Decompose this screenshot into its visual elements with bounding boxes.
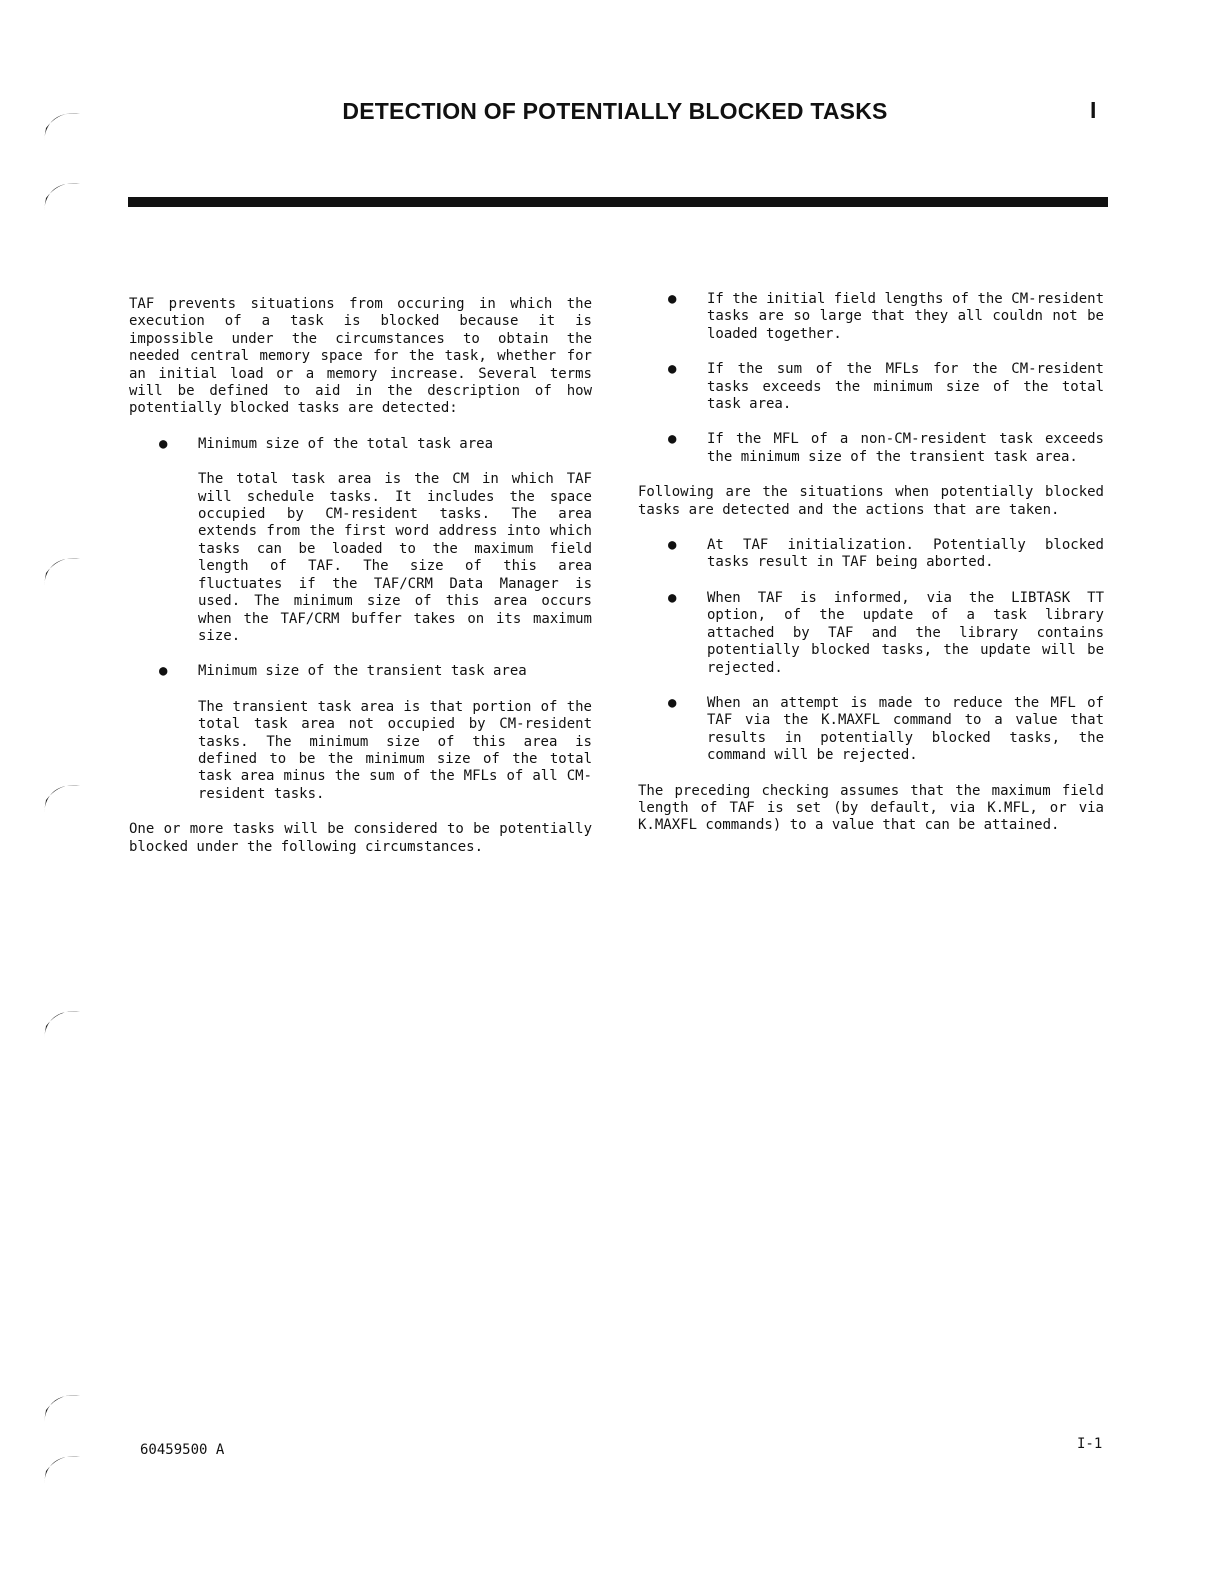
- header-rule: [128, 197, 1108, 207]
- binder-hole-mark: [40, 170, 86, 216]
- binder-hole-mark: [40, 772, 86, 818]
- binder-hole-mark: [40, 545, 86, 591]
- situation-item: [638, 695, 1104, 765]
- term-label: Minimum size of the total task area: [198, 435, 494, 452]
- term-definition: The transient task area is that portion of the total task area not occupied by CM-resident tasks. The minimum size of this area is defined to be the minimum size of the total task area minus the sum of the MFLs of all CM-resident tasks.: [198, 698, 592, 802]
- binder-hole-mark: [40, 1443, 86, 1489]
- binder-hole-mark: [40, 100, 86, 146]
- situation-text: When TAF is informed, via the LIBTASK TT option, of the update of a task library attached by TAF and the library contains potentially blocked tasks, the update will be rejected.: [707, 589, 1104, 676]
- bullet-icon: ●: [159, 663, 168, 680]
- left-column: [129, 296, 592, 856]
- situation-text: When an attempt is made to reduce the MFL of TAF via the K.MAXFL command to a value that results in potentially blocked tasks, the command will be rejected.: [707, 694, 1104, 764]
- situation-item: [638, 537, 1104, 572]
- section-tab-letter: I: [1090, 97, 1097, 123]
- bullet-icon: ●: [668, 694, 677, 711]
- bullet-icon: ●: [668, 589, 677, 606]
- term-label: Minimum size of the transient task area: [198, 663, 527, 680]
- circumstance-item: [638, 431, 1104, 466]
- bullet-icon: ●: [668, 291, 677, 307]
- circumstance-text: If the MFL of a non-CM-resident task exceeds the minimum size of the transient task area.: [707, 431, 1104, 465]
- term-item: [129, 436, 592, 453]
- bullet-icon: ●: [668, 361, 677, 378]
- situation-text: At TAF initialization. Potentially blocked tasks result in TAF being aborted.: [707, 537, 1104, 571]
- page-title: DETECTION OF POTENTIALLY BLOCKED TASKS: [342, 98, 888, 124]
- circumstance-text: If the initial field lengths of the CM-resident tasks are so large that they all couldn not be loaded together.: [707, 291, 1104, 342]
- right-column: [638, 291, 1104, 835]
- circumstance-item: [638, 291, 1104, 343]
- term-item: [129, 663, 592, 680]
- circumstance-text: If the sum of the MFLs for the CM-resident tasks exceeds the minimum size of the total task area.: [707, 361, 1104, 413]
- closing-paragraph: One or more tasks will be considered to be potentially blocked under the following circumstances.: [129, 821, 592, 855]
- closing-paragraph: The preceding checking assumes that the maximum field length of TAF is set (by default, via K.MFL, or via K.MAXFL commands) to a value that can be attained.: [638, 782, 1104, 834]
- situation-item: [638, 590, 1104, 677]
- intro-paragraph: TAF prevents situations from occuring in which the execution of a task is blocked because it is impossible under the circumstances to obtain the needed central memory space for the task, whether for an initial load or a memory increase. Several terms will be defined to aid in the description of how potentially blocked tasks are detected:: [129, 296, 592, 417]
- document-number: 60459500 A: [140, 1442, 225, 1458]
- bullet-icon: ●: [159, 435, 168, 452]
- bullet-icon: ●: [668, 431, 677, 448]
- page-number: I-1: [1077, 1436, 1103, 1452]
- binder-hole-mark: [40, 1382, 86, 1428]
- binder-hole-mark: [40, 998, 86, 1044]
- circumstance-item: [638, 361, 1104, 413]
- term-definition: The total task area is the CM in which TAF will schedule tasks. It includes the space occupied by CM-resident tasks. The area extends from the first word address into which tasks can be loaded to the maximum field length of TAF. The size of this area fluctuates if the TAF/CRM Data Manager is used. The minimum size of this area occurs when the TAF/CRM buffer takes on its maximum size.: [198, 471, 592, 644]
- bullet-icon: ●: [668, 537, 677, 554]
- situations-intro: Following are the situations when potentially blocked tasks are detected and the actions that are taken.: [638, 484, 1104, 518]
